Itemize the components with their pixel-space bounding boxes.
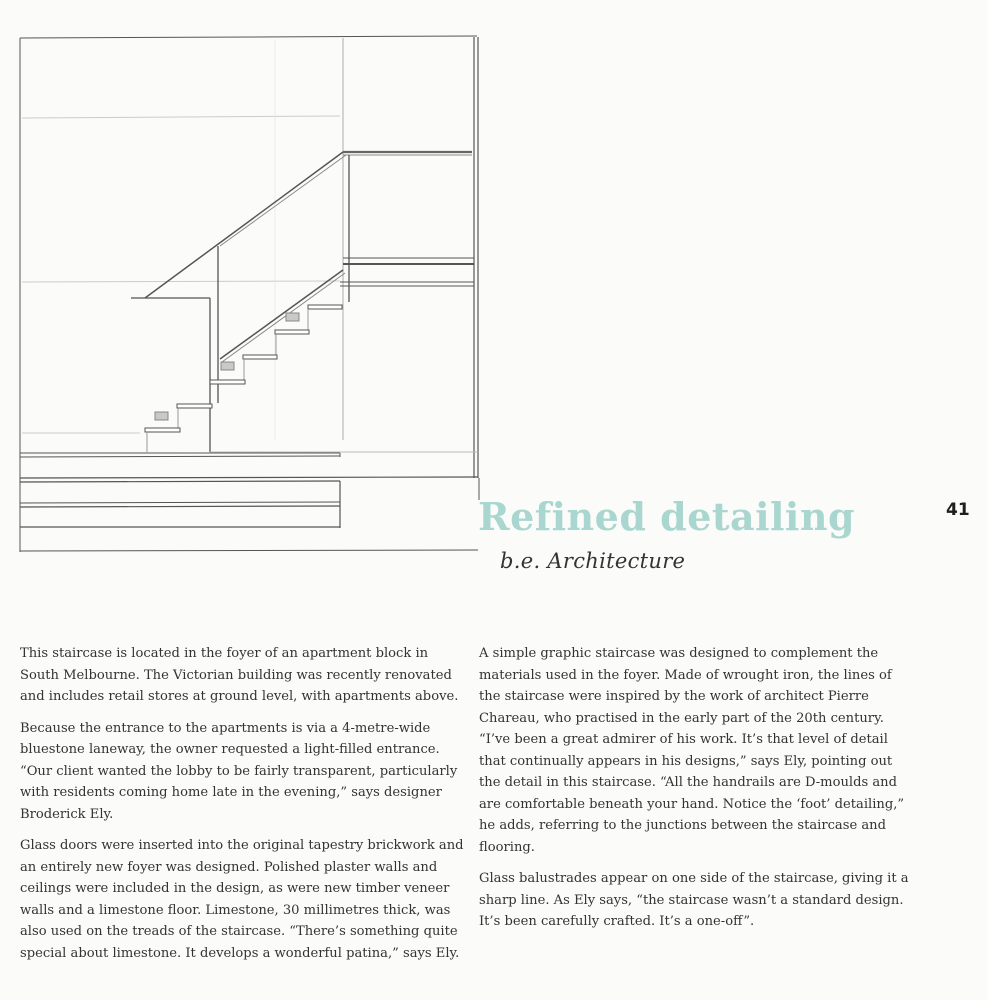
paragraph: Glass doors were inserted into the original tapestry brickwork and an entirely new foyer was designed. Polished plaster walls and ceilings were included in the design, as were new timber veneer walls and a limestone floor. Limestone, 30 millimetres thick, was also used on the treads of the staircase. “There’s something quite special about limestone. It develops a wonderful patina,” says Ely.: [20, 838, 464, 961]
staircase-elevation-drawing: [0, 0, 500, 570]
paragraph: This staircase is located in the foyer of an apartment block in South Melbourne. The Victorian building was recently renovated and includes retail stores at ground level, with apartments above.: [20, 646, 459, 704]
article-title: Refined detailing: [478, 494, 856, 539]
article-right-column: [479, 643, 909, 943]
paragraph: Because the entrance to the apartments is via a 4-metre-wide bluestone laneway, the owner requested a light-filled entrance. “Our client wanted the lobby to be fairly transparent, particularly with residents coming home late in the evening,” says designer Broderick Ely.: [20, 720, 458, 822]
article-subtitle: b.e. Architecture: [500, 549, 686, 573]
paragraph: A simple graphic staircase was designed to complement the materials used in the foyer. Made of wrought iron, the lines of the staircase were inspired by the work of architect Pierre Chareau, who practised in the early part of the 20th century. “I’ve been a great admirer of his work. It’s that level of detail that continually appears in his designs,” says Ely, pointing out the detail in this staircase. “All the handrails are D-moulds and are comfortable beneath your hand. Notice the ‘foot’ detailing,” he adds, referring to the junctions between the staircase and flooring.: [479, 646, 905, 855]
page-number: 41: [946, 500, 970, 520]
article-left-column: [20, 643, 465, 974]
paragraph: Glass balustrades appear on one side of the staircase, giving it a sharp line. As Ely says, “the staircase wasn’t a standard design. It’s been carefully crafted. It’s a one-off”.: [479, 871, 909, 929]
staircase-drawing-svg: [0, 0, 500, 570]
